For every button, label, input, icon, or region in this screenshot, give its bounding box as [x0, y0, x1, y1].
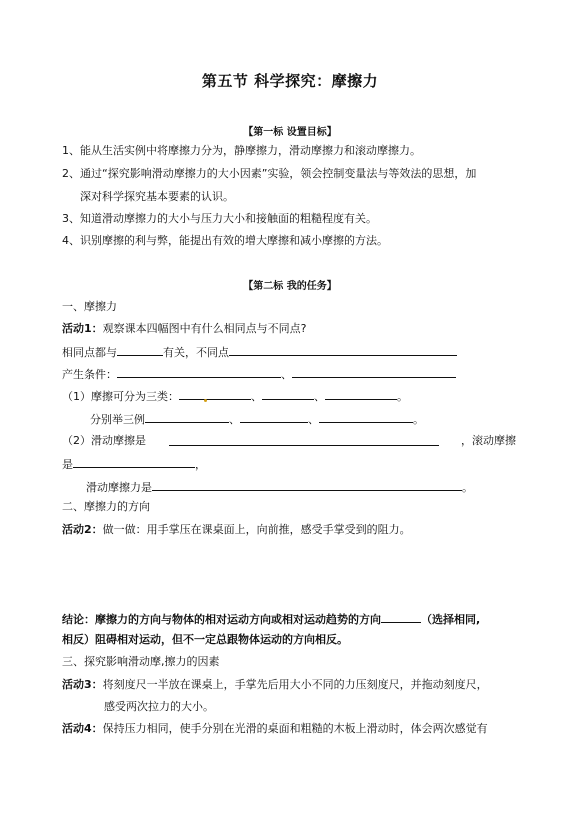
separator: 、 [314, 390, 325, 403]
friction-type-blank-1[interactable] [179, 387, 251, 400]
activity-1-label: 活动1： [62, 322, 103, 335]
same-point-mid: 有关，不同点 [163, 346, 229, 359]
activity-4 [62, 721, 488, 737]
separator: 、 [229, 413, 240, 426]
sliding-friction-definition-line [62, 433, 516, 449]
conclusion-line-2: 相反）阻碍相对运动，但不一定总跟物体运动的方向相反。 [62, 633, 348, 646]
sliding-force-blank[interactable] [152, 478, 462, 491]
goal-item-2-cont: 深对科学探究基本要素的认识。 [80, 190, 234, 203]
goal-item-1: 1、能从生活实例中将摩擦力分为，静摩擦力，滑动摩擦力和滚动摩擦力。 [62, 144, 421, 157]
activity-2-label: 活动2： [62, 523, 103, 536]
sliding-friction-label: （2）滑动摩擦是 [62, 434, 146, 447]
period: 。 [462, 481, 473, 494]
example-blank-3[interactable] [319, 410, 413, 423]
activity-1 [62, 321, 307, 337]
activity-4-text: 保持压力相同，使手分别在光滑的桌面和粗糙的木板上滑动时，体会两次感觉有 [102, 722, 488, 735]
condition-blank-1[interactable] [117, 365, 281, 378]
rolling-friction-label: ，滚动摩擦 [461, 434, 516, 447]
activity-3-text-cont: 感受两次拉力的大小。 [104, 700, 214, 713]
condition-label: 产生条件： [62, 368, 117, 381]
activity-3-label: 活动3： [62, 678, 103, 691]
sliding-force-line [86, 478, 473, 496]
activity-2 [62, 522, 411, 538]
rolling-friction-blank[interactable] [73, 455, 195, 468]
condition-separator: 、 [281, 368, 292, 381]
rolling-friction-line [62, 455, 206, 473]
same-point-prefix: 相同点都与 [62, 346, 117, 359]
goal-section-header: 【第一标 设置目标】 [243, 127, 337, 138]
section-direction-heading: 二、摩擦力的方向 [62, 500, 150, 513]
goal-item-4: 4、识别摩擦的利与弊，能提出有效的增大摩擦和减小摩擦的方法。 [62, 234, 388, 247]
friction-type-blank-3[interactable] [325, 387, 397, 400]
activity-3-text: 将刻度尺一半放在课桌上，手掌先后用大小不同的力压刻度尺，并拖动刻度尺， [102, 678, 488, 691]
example-blank-2[interactable] [240, 410, 308, 423]
activity-2-text: 做一做：用手掌压在课桌面上，向前推，感受手掌受到的阻力。 [102, 523, 411, 536]
examples-label: 分别举三例 [90, 413, 145, 426]
sliding-friction-blank[interactable] [169, 433, 439, 446]
separator: 、 [251, 390, 262, 403]
page-title: 第五节 科学探究：摩擦力 [201, 72, 379, 90]
conclusion-blank[interactable] [381, 610, 421, 623]
activity-4-label: 活动4： [62, 722, 103, 735]
activity-1-text: 观察课本四幅图中有什么相同点与不同点? [102, 322, 307, 335]
section-factors-heading: 三、探究影响滑动摩,擦力的因素 [62, 655, 220, 668]
same-point-blank[interactable] [117, 343, 163, 356]
conclusion-text-a: 结论：摩擦力的方向与物体的相对运动方向或相对运动趋势的方向 [62, 613, 381, 626]
conclusion-line-1 [62, 610, 480, 628]
comma: ， [195, 458, 206, 471]
separator: 、 [308, 413, 319, 426]
section-friction-heading: 一、摩擦力 [62, 300, 117, 313]
condition-line [62, 365, 456, 383]
condition-blank-2[interactable] [292, 365, 456, 378]
goal-item-3: 3、知道滑动摩擦力的大小与压力大小和接触面的粗糙程度有关。 [62, 212, 377, 225]
activity-3 [62, 677, 488, 693]
task-section-header: 【第二标 我的任务】 [243, 281, 337, 292]
stray-mark [204, 399, 207, 402]
friction-type-blank-2[interactable] [262, 387, 314, 400]
examples-line [90, 410, 424, 428]
rolling-friction-cont: 是 [62, 458, 73, 471]
same-point-line [62, 343, 457, 361]
period: 。 [413, 413, 424, 426]
conclusion-text-b: （选择相同, [421, 613, 481, 626]
period: 。 [397, 390, 408, 403]
example-blank-1[interactable] [145, 410, 229, 423]
friction-types-line [62, 387, 408, 405]
different-point-blank[interactable] [229, 343, 457, 356]
goal-item-2: 2、通过“探究影响滑动摩擦力的大小因素”实验，领会控制变量法与等效法的思想，加 [62, 167, 477, 180]
friction-types-label: （1）摩擦可分为三类： [62, 390, 179, 403]
sliding-force-label: 滑动摩擦力是 [86, 481, 152, 494]
